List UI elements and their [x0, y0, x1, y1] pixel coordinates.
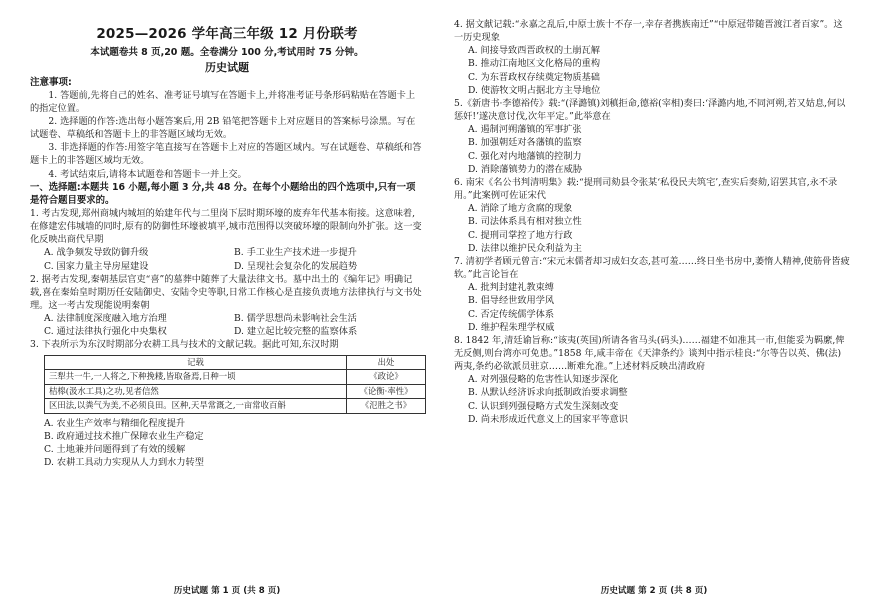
question-stem: 5.《新唐书·李德裕传》载:“(泽潞镇)刘稹拒命,德裕(宰相)奏曰:‘泽潞内地,不同河朔,若又姑息,何以惩奸!’遂决意讨伐,次年平定。”此举意在	[454, 98, 846, 123]
option-c: C. 土地兼并问题得到了有效的缓解	[44, 443, 186, 455]
question-6	[454, 176, 850, 255]
option-b: B. 司法体系具有相对独立性	[468, 216, 582, 228]
table-cell-record: 区田法,以粪气为美,不必须良田。区种,天旱常溉之,一亩常收百斛	[45, 399, 347, 414]
option-a: A. 法律制度深度融入地方治理	[44, 313, 167, 325]
option-d: D. 建立起比较完整的监察体系	[234, 326, 358, 338]
exam-title: 2025—2026 学年高三年级 12 月份联考	[96, 26, 358, 42]
notice-item: 1. 答题前,先将自己的姓名、准考证号填写在答题卡上,并将准考证号条形码粘贴在答题卡上的指定位置。	[30, 90, 416, 115]
question-stem: 7. 清初学者顾元曾言:“宋元末儒者却习成妇女态,甚可羞……终日坐书房中,萎惰人精神,使筋骨皆疲软。”此言论旨在	[454, 256, 850, 281]
table-cell-source: 《氾胜之书》	[347, 399, 426, 414]
option-a: A. 遏制河朔藩镇的军事扩张	[468, 124, 582, 136]
question-stem: 6. 南宋《名公书判清明集》载:“提刑司劾县令张某‘私役民夫筑宅’,查实后奏劾,诏罢其官,永不录用。”此案例可佐证宋代	[454, 177, 838, 202]
options	[30, 312, 424, 338]
question-4	[454, 18, 850, 97]
table-header: 记载	[45, 355, 347, 370]
option-c: C. 提刑司掌控了地方行政	[468, 229, 573, 241]
question-7	[454, 255, 850, 334]
exam-subject: 历史试题	[205, 61, 249, 74]
notice-item: 2. 选择题的作答:选出每小题答案后,用 2B 铅笔把答题卡上对应题目的答案标号涂黑。写在试题卷、草稿纸和答题卡上的非答题区域均无效。	[30, 116, 416, 141]
question-stem: 4. 据文献记载:“永嘉之乱后,中原士族十不存一,幸存者携族南迁”“中原冠带随晋渡江者百家”。这一历史现象	[454, 19, 843, 44]
option-d: D. 消除藩镇势力的潜在威胁	[468, 163, 582, 175]
question-2	[30, 273, 424, 339]
option-c: C. 认识到列强侵略方式发生深刻改变	[468, 400, 619, 412]
option-d: D. 呈现社会复杂化的发展趋势	[234, 260, 358, 272]
option-c: C. 强化对内地藩镇的控制力	[468, 150, 582, 162]
option-b: B. 政府通过技术推广保障农业生产稳定	[44, 430, 204, 442]
option-b: B. 加强朝廷对各藩镇的监察	[468, 137, 582, 149]
question-5	[454, 97, 850, 176]
table-row	[45, 370, 426, 385]
options	[30, 246, 424, 272]
option-b: B. 推动江南地区文化格局的重构	[468, 58, 601, 70]
exam-page-2	[438, 0, 870, 603]
option-a: A. 战争频发导致防御升级	[44, 247, 149, 259]
option-d: D. 尚未形成近代意义上的国家平等意识	[468, 413, 628, 425]
table-cell-record: 桔槔(汲水工具)之功,见者信然	[45, 384, 347, 399]
page-footer: 历史试题 第 1 页 (共 8 页)	[173, 586, 281, 596]
table-row	[45, 384, 426, 399]
option-b: B. 倡导经世致用学风	[468, 295, 555, 307]
option-d: D. 使游牧文明占据北方主导地位	[468, 84, 601, 96]
question-stem: 3. 下表所示为东汉时期部分农耕工具与技术的文献记载。据此可知,东汉时期	[30, 339, 339, 351]
option-d: D. 维护程朱理学权威	[468, 321, 555, 333]
option-a: A. 对列强侵略的危害性认知逐步深化	[468, 374, 619, 386]
source-table	[44, 355, 426, 414]
table-cell-source: 《论衡·率性》	[347, 384, 426, 399]
question-stem: 8. 1842 年,清廷谕旨称:“该夷(英国)所请各省马头(码头)……福建不如准其一市,但能妥为羁縻,俾无反侧,则台湾亦可免患。”1858 年,咸丰帝在《天津条约》谈判中指示桂良:“尔等告以英、佛(法)两夷,条约必欲派员驻京……断难允准。”上述材料反映出清政府	[454, 335, 845, 373]
notice-item: 3. 非选择题的作答:用签字笔直接写在答题卡上对应的答题区域内。写在试题卷、草稿纸和答题卡上的非答题区域均无效。	[30, 142, 422, 167]
option-a: A. 间接导致西晋政权的土崩瓦解	[468, 45, 600, 57]
option-a: A. 消除了地方贪腐的现象	[468, 203, 573, 215]
option-b: B. 从默认经济诉求向抵制政治要求调整	[468, 387, 628, 399]
option-a: A. 农业生产效率与精细化程度提升	[44, 417, 186, 429]
option-b: B. 手工业生产技术进一步提升	[234, 247, 357, 259]
option-d: D. 法律以维护民众利益为主	[468, 242, 582, 254]
question-stem: 2. 据考古发现,秦朝基层官吏“喜”的墓葬中随葬了大量法律文书。墓中出土的《编年记》明确记载,喜在秦始皇时期历任安陆御史、安陆令史等职,日常工作核心是直接负责地方法律执行与文书处理。这一考古发现能说明秦朝	[30, 273, 422, 311]
question-1	[30, 207, 424, 273]
table-header-row	[45, 355, 426, 370]
table-header: 出处	[347, 355, 426, 370]
option-b: B. 儒学思想尚未影响社会生活	[234, 313, 357, 325]
question-8	[454, 334, 850, 426]
option-d: D. 农耕工具动力实现从人力到水力转型	[44, 457, 204, 469]
option-c: C. 通过法律执行强化中央集权	[44, 326, 167, 338]
table-row	[45, 399, 426, 414]
option-c: C. 否定传统儒学体系	[468, 308, 555, 320]
page-footer: 历史试题 第 2 页 (共 8 页)	[600, 586, 708, 596]
exam-info: 本试题卷共 8 页,20 题。全卷满分 100 分,考试用时 75 分钟。	[90, 47, 364, 58]
notice-item: 4. 考试结束后,请将本试题卷和答题卡一并上交。	[48, 168, 247, 180]
option-c: C. 国家力量主导房屋建设	[44, 260, 149, 272]
table-cell-record: 三犁共一牛,一人将之,下种挽耧,皆取备焉,日种一顷	[45, 370, 347, 385]
notice-heading: 注意事项:	[30, 77, 72, 88]
section-heading: 一、选择题:本题共 16 小题,每小题 3 分,共 48 分。在每个小题给出的四个选项中,只有一项是符合题目要求的。	[30, 181, 416, 206]
table-cell-source: 《政论》	[347, 370, 426, 385]
question-stem: 1. 考古发现,郑州商城内城垣的始建年代与二里岗下层时期环壕的废弃年代基本衔接。这意味着,在修建宏伟城墙的同时,原有的防御性环壕被填平,城市范围得以突破环壕的限制向外扩张。这一变化反映出商代早期	[30, 208, 422, 246]
question-3	[30, 338, 424, 469]
option-c: C. 为东晋政权存续奠定物质基础	[468, 71, 600, 83]
option-a: A. 批判封建礼教束缚	[468, 282, 554, 294]
